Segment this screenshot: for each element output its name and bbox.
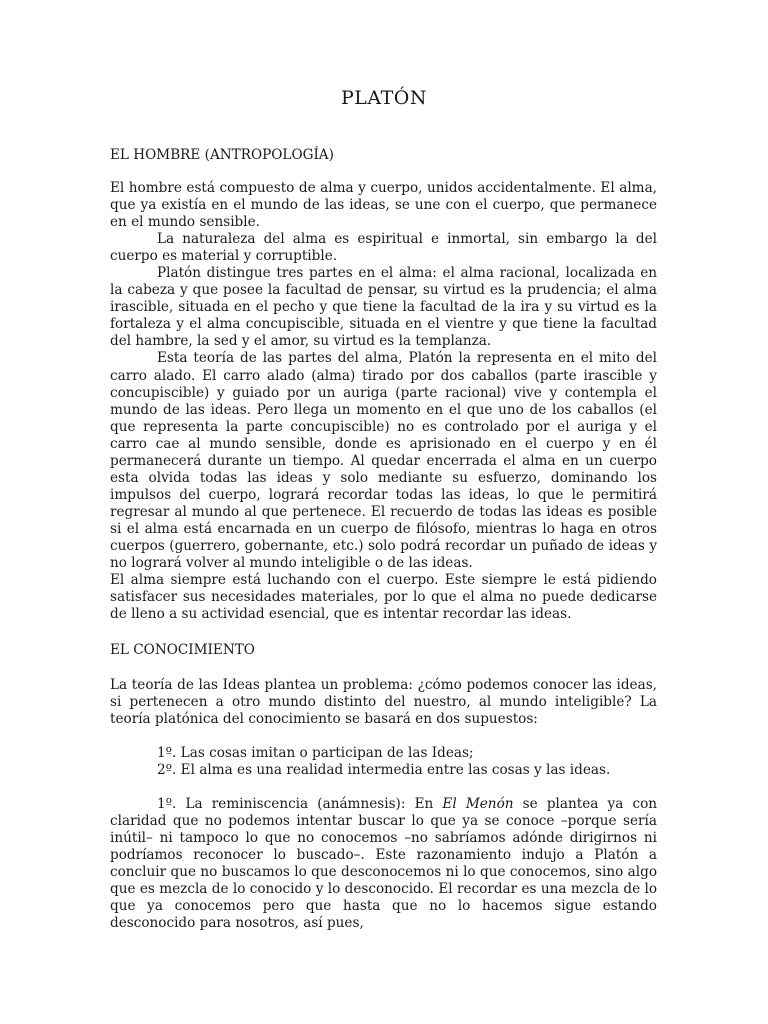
paragraph: El hombre está compuesto de alma y cuerpo, unidos accidentalmente. El alma, que ya existía en el mundo de las ideas, se une con el cuerpo, que permanece en el mundo sensible. [110, 180, 657, 231]
section-heading-conocimiento: EL CONOCIMIENTO [110, 642, 255, 658]
list-item: 1º. Las cosas imitan o participan de las Ideas; [157, 745, 474, 761]
page-title: PLATÓN [341, 87, 427, 109]
paragraph: La naturaleza del alma es espiritual e inmortal, sin embargo la del cuerpo es material y corruptible. [110, 231, 657, 265]
work-title: El Menón [442, 796, 514, 812]
paragraph-rest: se plantea ya con claridad que no podemos intentar buscar lo que ya se conoce –porque sería inútil– ni tampoco lo que no conocemos –no sabríamos adónde dirigirnos ni podríamos reconocer lo buscado–. Este razonamiento indujo a Platón a concluir que no buscamos lo que desconocemos ni lo que conocemos, sino algo que es mezcla de lo conocido y lo desconocido. El recordar es una mezcla de lo que ya conocemos pero que hasta que no lo hacemos sigue estando desconocido para nosotros, así pues, [110, 796, 658, 932]
paragraph-lead: 1º. La reminiscencia (anámnesis): En [157, 796, 443, 812]
paragraph: Platón distingue tres partes en el alma: el alma racional, localizada en la cabeza y que posee la facultad de pensar, su virtud es la prudencia; el alma irascible, situada en el pecho y que tiene la facultad de la ira y su virtud es la fortaleza y el alma concupiscible, situada en el vientre y que tiene la facultad del hambre, la sed y el amor, su virtud es la templanza. [110, 265, 657, 350]
section-heading-hombre: EL HOMBRE (ANTROPOLOGÍA) [110, 147, 334, 163]
paragraph: La teoría de las Ideas plantea un problema: ¿cómo podemos conocer las ideas, si pertenecen a otro mundo distinto del nuestro, al mundo inteligible? La teoría platónica del conocimiento se basará en dos supuestos: [110, 677, 657, 728]
paragraph: Esta teoría de las partes del alma, Platón la representa en el mito del carro alado. El carro alado (alma) tirado por dos caballos (parte irascible y concupiscible) y guiado por un auriga (parte racional) vive y contempla el mundo de las ideas. Pero llega un momento en el que uno de los caballos (el que representa la parte concupiscible) no es controlado por el auriga y el carro cae al mundo sensible, donde es aprisionado en el cuerpo y en él permanecerá durante un tiempo. Al quedar encerrada el alma en un cuerpo esta olvida todas las ideas y solo mediante su esfuerzo, dominando los impulsos del cuerpo, logrará recordar todas las ideas, lo que le permitirá regresar al mundo al que pertenece. El recuerdo de todas las ideas es posible si el alma está encarnada en un cuerpo de filósofo, mientras lo haga en otros cuerpos (guerrero, gobernante, etc.) solo podrá recordar un puñado de ideas y no logrará volver al mundo inteligible o de las ideas. [110, 350, 657, 572]
section-body-hombre [110, 180, 657, 623]
list-item: 2º. El alma es una realidad intermedia entre las cosas y las ideas. [157, 762, 611, 778]
paragraph: El alma siempre está luchando con el cuerpo. Este siempre le está pidiendo satisfacer sus necesidades materiales, por lo que el alma no puede dedicarse de lleno a su actividad esencial, que es intentar recordar las ideas. [110, 572, 657, 623]
paragraph [110, 796, 657, 932]
section-reminiscencia [110, 796, 657, 932]
section-intro-conocimiento [110, 677, 657, 728]
